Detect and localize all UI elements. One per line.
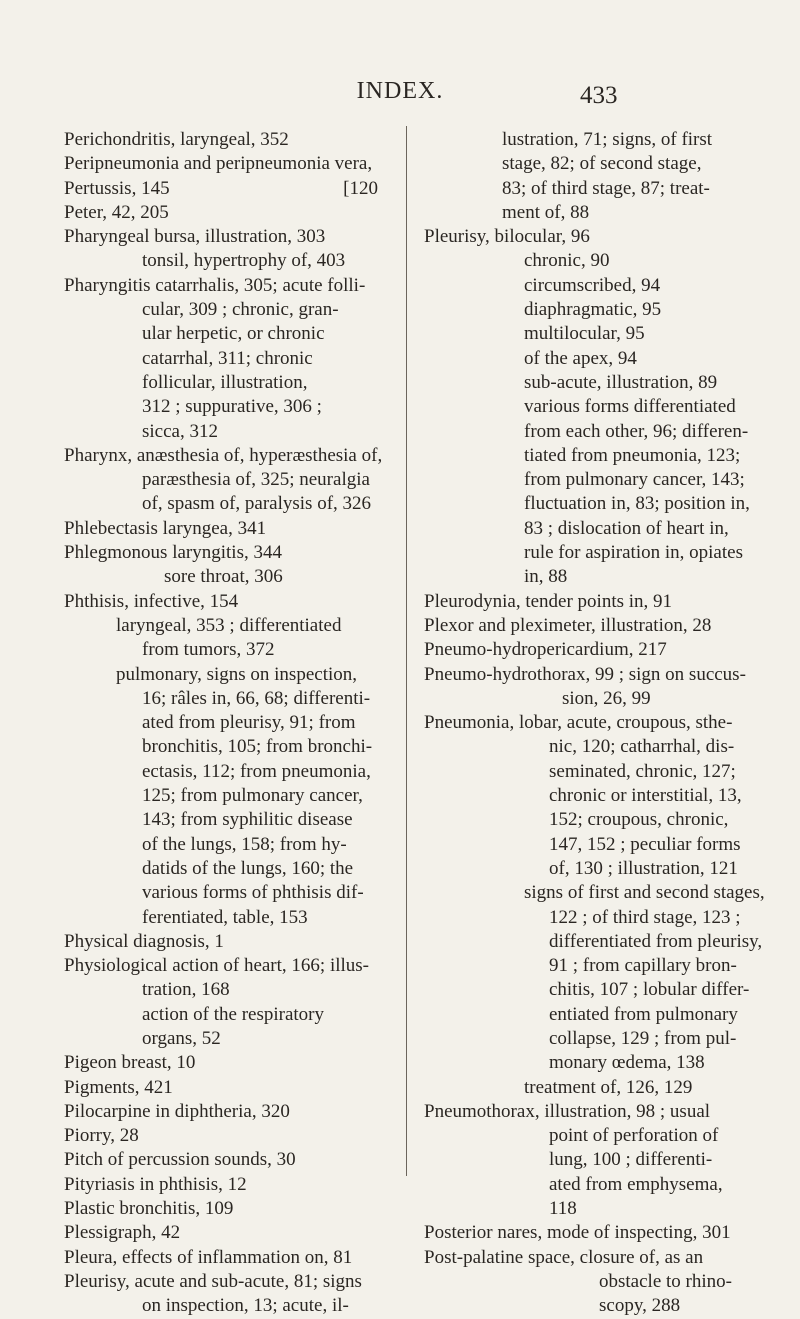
index-entry-line: of the apex, 94 — [524, 347, 637, 369]
index-entry-line: laryngeal, 353 ; differentiated — [116, 614, 342, 636]
index-entry-line: 83; of third stage, 87; treat- — [502, 177, 710, 199]
index-entry-line: of, spasm of, paralysis of, 326 — [142, 493, 372, 515]
index-entry-line: circumscribed, 94 — [524, 274, 661, 296]
index-entry-line: of, 130 ; illustration, 121 — [549, 857, 738, 879]
index-entry-line: Pleura, effects of inflammation on, 81 — [64, 1246, 353, 1268]
index-entry-line: sub-acute, illustration, 89 — [524, 371, 718, 393]
index-entry-line: Pneumo-hydropericardium, 217 — [424, 639, 667, 661]
index-entry-line: Pharynx, anæsthesia of, hyperæsthesia of, — [64, 444, 383, 466]
index-entry-line: obstacle to rhino- — [599, 1270, 732, 1292]
index-entry-line: Pharyngitis catarrhalis, 305; acute folli- — [64, 274, 366, 296]
index-entry-line: Plessigraph, 42 — [64, 1222, 181, 1244]
index-entry-line: ectasis, 112; from pneumonia, — [142, 760, 371, 782]
index-entry-line: Post-palatine space, closure of, as an — [424, 1246, 704, 1268]
index-entry-line: tiated from pneumonia, 123; — [524, 444, 741, 466]
index-entry-line: datids of the lungs, 160; the — [142, 857, 354, 879]
index-entry-line: 147, 152 ; peculiar forms — [549, 833, 741, 855]
index-entry-line: 16; râles in, 66, 68; differenti- — [142, 687, 371, 709]
index-entry-line: 118 — [549, 1198, 577, 1220]
index-entry-line: ferentiated, table, 153 — [142, 906, 308, 928]
index-entry-line: multilocular, 95 — [524, 323, 645, 345]
index-entry-line: signs of first and second stages, — [524, 882, 765, 904]
index-entry-line: sicca, 312 — [142, 420, 218, 442]
index-entry-line: sion, 26, 99 — [562, 687, 651, 709]
index-entry-line: nic, 120; catharrhal, dis- — [549, 736, 735, 758]
index-entry-line: from tumors, 372 — [142, 639, 275, 661]
index-entry-line: entiated from pulmonary — [549, 1003, 738, 1025]
column-divider — [406, 126, 407, 1176]
index-entry-line: sore throat, 306 — [164, 566, 283, 588]
index-entry-line: rule for aspiration in, opiates — [524, 542, 743, 564]
index-entry-line: lustration, 71; signs, of first — [502, 129, 713, 150]
index-entry-line: Pitch of percussion sounds, 30 — [64, 1149, 296, 1171]
index-entry-line: Phlegmonous laryngitis, 344 — [64, 542, 282, 564]
index-entry-line: tonsil, hypertrophy of, 403 — [142, 250, 346, 272]
index-entry-continuation: [120 — [343, 177, 378, 199]
index-entry-line: Perichondritis, laryngeal, 352 — [64, 129, 289, 150]
index-column-right — [424, 128, 765, 1319]
index-entry-line: Phlebectasis laryngea, 341 — [64, 517, 267, 539]
index-entry-line: 83 ; dislocation of heart in, — [524, 517, 729, 539]
index-entry-line: fluctuation in, 83; position in, — [524, 493, 750, 515]
index-entry-line: lung, 100 ; differenti- — [549, 1149, 713, 1171]
index-entry-line: Pityriasis in phthisis, 12 — [64, 1173, 247, 1195]
index-entry-line: Plexor and pleximeter, illustration, 28 — [424, 614, 712, 636]
index-entry-line: Pilocarpine in diphtheria, 320 — [64, 1100, 290, 1122]
index-entry-line: Pleurisy, bilocular, 96 — [424, 226, 590, 248]
index-entry-line: from pulmonary cancer, 143; — [524, 469, 745, 491]
index-entry-line: of the lungs, 158; from hy- — [142, 833, 347, 855]
index-entry-line: 122 ; of third stage, 123 ; — [549, 906, 741, 928]
index-entry-line: Piorry, 28 — [64, 1125, 139, 1147]
index-entry-line: Posterior nares, mode of inspecting, 301 — [424, 1222, 731, 1244]
index-entry-line — [64, 177, 386, 201]
index-entry-line: follicular, illustration, — [142, 371, 308, 393]
index-entry-line: from each other, 96; differen- — [524, 420, 749, 442]
index-entry-line: Phthisis, infective, 154 — [64, 590, 239, 612]
index-entry-line: treatment of, 126, 129 — [524, 1076, 693, 1098]
index-entry-line: 312 ; suppurative, 306 ; — [142, 396, 322, 418]
index-entry-line: tration, 168 — [142, 979, 230, 1001]
index-entry-line: scopy, 288 — [599, 1295, 681, 1317]
index-entry-line: chitis, 107 ; lobular differ- — [549, 979, 750, 1001]
index-entry-line: paræsthesia of, 325; neuralgia — [142, 469, 370, 491]
index-column-left — [64, 128, 386, 1319]
index-entry-line: monary œdema, 138 — [549, 1052, 705, 1074]
index-entry-line: chronic or interstitial, 13, — [549, 785, 742, 807]
index-entry-line: point of perforation of — [549, 1125, 719, 1147]
index-entry-line: Plastic bronchitis, 109 — [64, 1198, 234, 1220]
index-entry-line: collapse, 129 ; from pul- — [549, 1027, 737, 1049]
index-entry-line: Peripneumonia and peripneumonia vera, — [64, 153, 373, 175]
index-entry-line: Pneumothorax, illustration, 98 ; usual — [424, 1100, 711, 1122]
index-entry-line: Pigeon breast, 10 — [64, 1052, 196, 1074]
index-entry-line: Pleurisy, acute and sub-acute, 81; signs — [64, 1270, 362, 1292]
index-entry-line: various forms of phthisis dif- — [142, 882, 364, 904]
index-entry-line: organs, 52 — [142, 1027, 221, 1049]
index-entry-line: catarrhal, 311; chronic — [142, 347, 313, 369]
index-entry-line: cular, 309 ; chronic, gran- — [142, 299, 339, 321]
index-entry-line: various forms differentiated — [524, 396, 736, 418]
index-entry-line: seminated, chronic, 127; — [549, 760, 736, 782]
running-head: INDEX. — [356, 78, 444, 104]
index-entry-line: ular herpetic, or chronic — [142, 323, 325, 345]
index-entry-line: ated from emphysema, — [549, 1173, 723, 1195]
index-entry-line: Pleurodynia, tender points in, 91 — [424, 590, 673, 612]
index-entry-line: 91 ; from capillary bron- — [549, 955, 737, 977]
index-entry-line: stage, 82; of second stage, — [502, 153, 702, 175]
index-entry-line: Pharyngeal bursa, illustration, 303 — [64, 226, 326, 248]
index-entry-line: Peter, 42, 205 — [64, 201, 169, 223]
index-entry-line: differentiated from pleurisy, — [549, 930, 763, 952]
page-number: 433 — [580, 82, 618, 109]
index-entry-line: in, 88 — [524, 566, 568, 588]
index-entry-line: on inspection, 13; acute, il- — [142, 1295, 349, 1317]
index-entry-line: Pneumonia, lobar, acute, croupous, sthe- — [424, 712, 733, 734]
index-entry-line: ment of, 88 — [502, 201, 590, 223]
index-entry-line: Physical diagnosis, 1 — [64, 930, 224, 952]
index-entry-line: Pneumo-hydrothorax, 99 ; sign on succus- — [424, 663, 746, 685]
index-entry-line: Pigments, 421 — [64, 1076, 173, 1098]
index-entry-line: 143; from syphilitic disease — [142, 809, 353, 831]
index-entry-line: 125; from pulmonary cancer, — [142, 785, 363, 807]
index-entry-line: ated from pleurisy, 91; from — [142, 712, 356, 734]
index-entry-text: Pertussis, 145 — [64, 177, 170, 199]
index-entry-line: bronchitis, 105; from bronchi- — [142, 736, 373, 758]
index-entry-line: pulmonary, signs on inspection, — [116, 663, 357, 685]
index-entry-line: chronic, 90 — [524, 250, 610, 272]
index-entry-line: 152; croupous, chronic, — [549, 809, 729, 831]
index-entry-line: Physiological action of heart, 166; illus- — [64, 955, 370, 977]
index-entry-line: action of the respiratory — [142, 1003, 325, 1025]
index-entry-line: diaphragmatic, 95 — [524, 299, 662, 321]
